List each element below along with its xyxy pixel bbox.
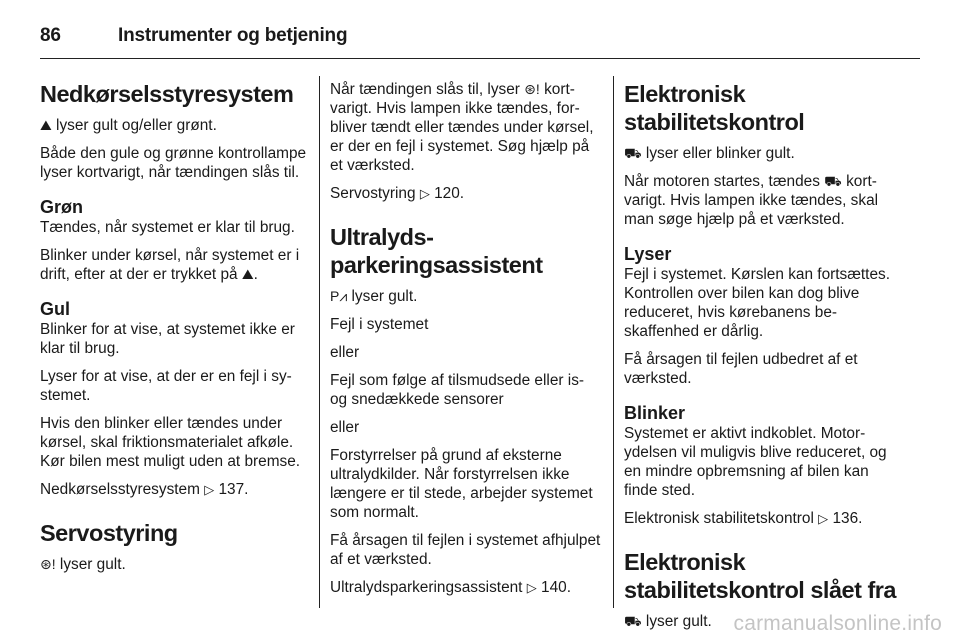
- esc-off-icon: ⛟: [624, 613, 642, 629]
- paragraph: Få årsagen til fejlen i systemet afhjulpet af et værksted.: [330, 532, 601, 568]
- column-3: [624, 80, 904, 640]
- column-divider: [613, 76, 614, 608]
- paragraph: Fejl i systemet. Kørslen kan fortsættes. Kontrollen over bilen kan dog blive reduceret, hvis kørebanens beskaffenhed er dårlig.: [624, 266, 890, 340]
- paragraph: ⛟ lyser eller blinker gult.: [624, 145, 795, 162]
- paragraph: Fejl i systemet: [330, 316, 429, 333]
- subheading-green: Grøn: [40, 197, 83, 217]
- page-number: 86: [40, 25, 61, 46]
- section-heading-parking-assist: Ultralydsparkeringsassistent: [330, 224, 543, 278]
- section-heading-esc: Elektronisk stabilitetskontrol: [624, 81, 805, 135]
- paragraph: Når motoren startes, tændes ⛟ kortvarigt. Hvis lampen ikke tændes, skal man søge hjælp på et værksted.: [624, 173, 879, 228]
- paragraph: Lyser for at vise, at der er en fejl i systemet.: [40, 368, 292, 404]
- cross-reference: Nedkørselsstyresystem ▷ 137.: [40, 481, 249, 498]
- paragraph: Når tændingen slås til, lyser ⊛! kortvarigt. Hvis lampen ikke tændes, forbliver tændt eller tændes under kørsel, er der en fejl i systemet. Søg hjælp på et værksted.: [330, 81, 594, 174]
- parking-assist-icon: P⩘: [330, 288, 348, 304]
- reference-arrow-icon: ▷: [526, 580, 537, 595]
- paragraph: eller: [330, 419, 360, 436]
- paragraph: ⛟ lyser gult.: [624, 613, 712, 630]
- column-2: [330, 80, 602, 606]
- hill-descent-icon: ⛰: [40, 117, 52, 133]
- cross-reference: Elektronisk stabilitetskontrol ▷ 136.: [624, 510, 863, 527]
- paragraph: ⛰ lyser gult og/eller grønt.: [40, 117, 217, 134]
- column-1: [40, 80, 308, 583]
- reference-arrow-icon: ▷: [419, 186, 430, 201]
- paragraph: Få årsagen til fejlen udbedret af et værksted.: [624, 351, 858, 387]
- hill-descent-icon: ⛰: [241, 266, 254, 282]
- reference-arrow-icon: ▷: [204, 482, 215, 497]
- paragraph: Forstyrrelser på grund af eksterne ultralydkilder. Når forstyrrelsen ikke længere er til stede, arbejder systemet som normalt.: [330, 447, 593, 521]
- section-heading-esc-off: Elektronisk stabilitetskontrol slået fra: [624, 549, 896, 603]
- cross-reference: Ultralydsparkeringsassistent ▷ 140.: [330, 579, 571, 596]
- section-heading-power-steering: Servostyring: [40, 520, 178, 546]
- watermark: carmanualsonline.info: [733, 612, 942, 635]
- power-steering-icon: ⊛!: [524, 81, 540, 97]
- esc-icon: ⛟: [624, 145, 642, 161]
- paragraph: Både den gule og grønne kontrollampe lyser kortvarigt, når tændingen slås til.: [40, 145, 307, 181]
- page-header: [40, 14, 920, 59]
- esc-icon: ⛟: [824, 173, 842, 189]
- page-title: Instrumenter og betjening: [118, 25, 348, 46]
- cross-reference: Servostyring ▷ 120.: [330, 185, 465, 202]
- subheading-yellow: Gul: [40, 299, 70, 319]
- paragraph: Blinker under kørsel, når systemet er i drift, efter at der er trykket på ⛰.: [40, 247, 300, 283]
- reference-arrow-icon: ▷: [818, 511, 829, 526]
- paragraph: eller: [330, 344, 360, 361]
- subheading-lyser: Lyser: [624, 244, 672, 264]
- paragraph: Tændes, når systemet er klar til brug.: [40, 219, 295, 236]
- paragraph: Blinker for at vise, at systemet ikke er klar til brug.: [40, 321, 295, 357]
- subheading-blinker: Blinker: [624, 403, 686, 423]
- paragraph: P⩘ lyser gult.: [330, 288, 418, 305]
- section-heading-hill-descent: Nedkørselsstyresystem: [40, 81, 294, 107]
- power-steering-icon: ⊛!: [40, 556, 56, 572]
- paragraph: ⊛! lyser gult.: [40, 556, 126, 573]
- paragraph: Hvis den blinker eller tændes under kørsel, skal friktionsmaterialet afkøle. Kør bilen mest muligt uden at bremse.: [40, 415, 301, 470]
- paragraph: Systemet er aktivt indkoblet. Motorydelsen vil muligvis blive reduceret, og en mindre opbremsning af bilen kan finde sted.: [624, 425, 887, 499]
- paragraph: Fejl som følge af tilsmudsede eller is- og snedækkede sensorer: [330, 372, 585, 408]
- column-divider: [319, 76, 320, 608]
